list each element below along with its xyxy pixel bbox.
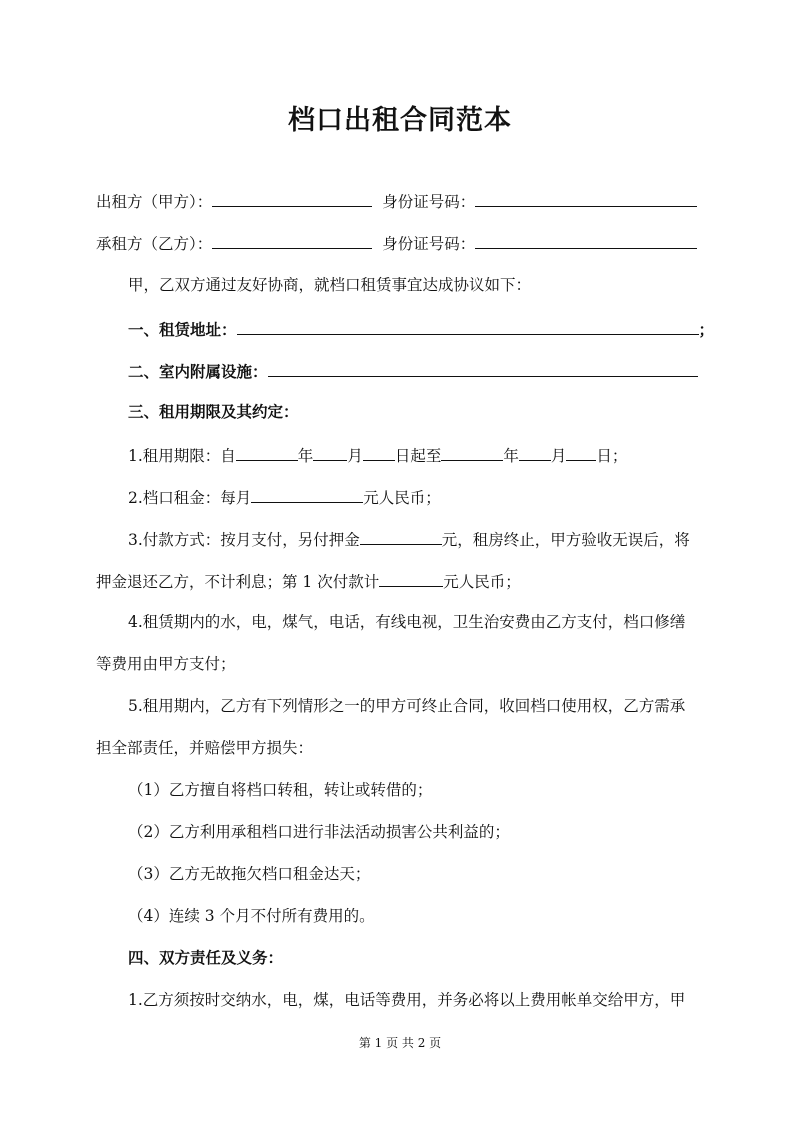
term-line (128, 444, 627, 466)
clause-item-2: （2）乙方利用承租档口进行非法活动损害公共利益的； (128, 823, 510, 841)
section2-heading: 二、室内附属设施： (128, 362, 268, 381)
lessor-id-label: 身份证号码： (382, 193, 476, 211)
lessor-id-blank[interactable] (475, 190, 697, 207)
monthly-rent-blank[interactable] (251, 486, 363, 503)
rent-label: 2.档口租金：每月 (128, 489, 252, 507)
utilities-line-1: 4.租赁期内的水，电，煤气，电话，有线电视，卫生治安费由乙方支付，档口修缮 (128, 613, 686, 631)
month-label: 月 (347, 447, 363, 465)
clause-item-4: （4）连续 3 个月不付所有费用的。 (128, 907, 375, 925)
term-label: 1.租用期限：自 (128, 447, 236, 465)
lessor-label: 出租方（甲方）： (96, 193, 213, 211)
lessor-name-blank[interactable] (212, 190, 372, 207)
payment-line-1 (128, 528, 690, 550)
section3-heading: 三、租用期限及其约定： (128, 402, 299, 421)
end-day-blank[interactable] (566, 444, 596, 461)
end-year-blank[interactable] (441, 444, 503, 461)
deposit-blank[interactable] (360, 528, 442, 545)
section1-line (128, 318, 714, 340)
section4-item1: 1.乙方须按时交纳水，电，煤，电话等费用，并务必将以上费用帐单交给甲方，甲 (128, 991, 686, 1009)
start-month-blank[interactable] (313, 444, 347, 461)
utilities-line-2: 等费用由甲方支付； (96, 655, 236, 673)
payment-label: 3.付款方式：按月支付，另付押金 (128, 531, 360, 549)
first-payment-blank[interactable] (379, 570, 443, 587)
lessor-line (96, 190, 697, 212)
lessee-id-blank[interactable] (475, 232, 697, 249)
first-payment-unit: 元人民币； (443, 573, 521, 591)
page-footer: 第 1 页 共 2 页 (358, 1036, 442, 1050)
lessee-id-label: 身份证号码： (382, 235, 476, 253)
end-month-blank[interactable] (519, 444, 551, 461)
first-payment-label: 押金退还乙方，不计利息；第 1 次付款计 (96, 573, 380, 591)
section1-heading: 一、租赁地址： (128, 320, 237, 339)
section2-line (128, 360, 698, 382)
termination-line-2: 担全部责任，并赔偿甲方损失： (96, 739, 314, 757)
rent-unit: 元人民币； (363, 489, 441, 507)
payment-line-2 (96, 570, 521, 592)
day-to-label: 日起至 (394, 447, 442, 465)
end-month-label: 月 (550, 447, 567, 465)
start-day-blank[interactable] (363, 444, 395, 461)
clause-item-1: （1）乙方擅自将档口转租，转让或转借的； (128, 781, 433, 799)
end-year-label: 年 (503, 447, 519, 465)
section4-heading: 四、双方责任及义务： (128, 948, 284, 967)
termination-line-1: 5.租用期内，乙方有下列情形之一的甲方可终止合同，收回档口使用权，乙方需承 (128, 697, 686, 715)
lessee-name-blank[interactable] (212, 232, 372, 249)
document-title: 档口出租合同范本 (288, 105, 512, 136)
facilities-blank[interactable] (268, 360, 698, 377)
start-year-blank[interactable] (236, 444, 298, 461)
rent-line (128, 486, 441, 508)
year-label: 年 (297, 447, 314, 465)
section1-end: ； (698, 320, 715, 339)
end-day-label: 日； (596, 447, 628, 465)
lessee-label: 承租方（乙方）： (96, 235, 213, 253)
intro-paragraph: 甲，乙双方通过友好协商，就档口租赁事宜达成协议如下： (128, 276, 532, 294)
payment-text: 元，租房终止，甲方验收无误后，将 (441, 531, 690, 549)
clause-item-3: （3）乙方无故拖欠档口租金达天； (128, 865, 371, 883)
rental-address-blank[interactable] (237, 318, 699, 335)
lessee-line (96, 232, 697, 254)
